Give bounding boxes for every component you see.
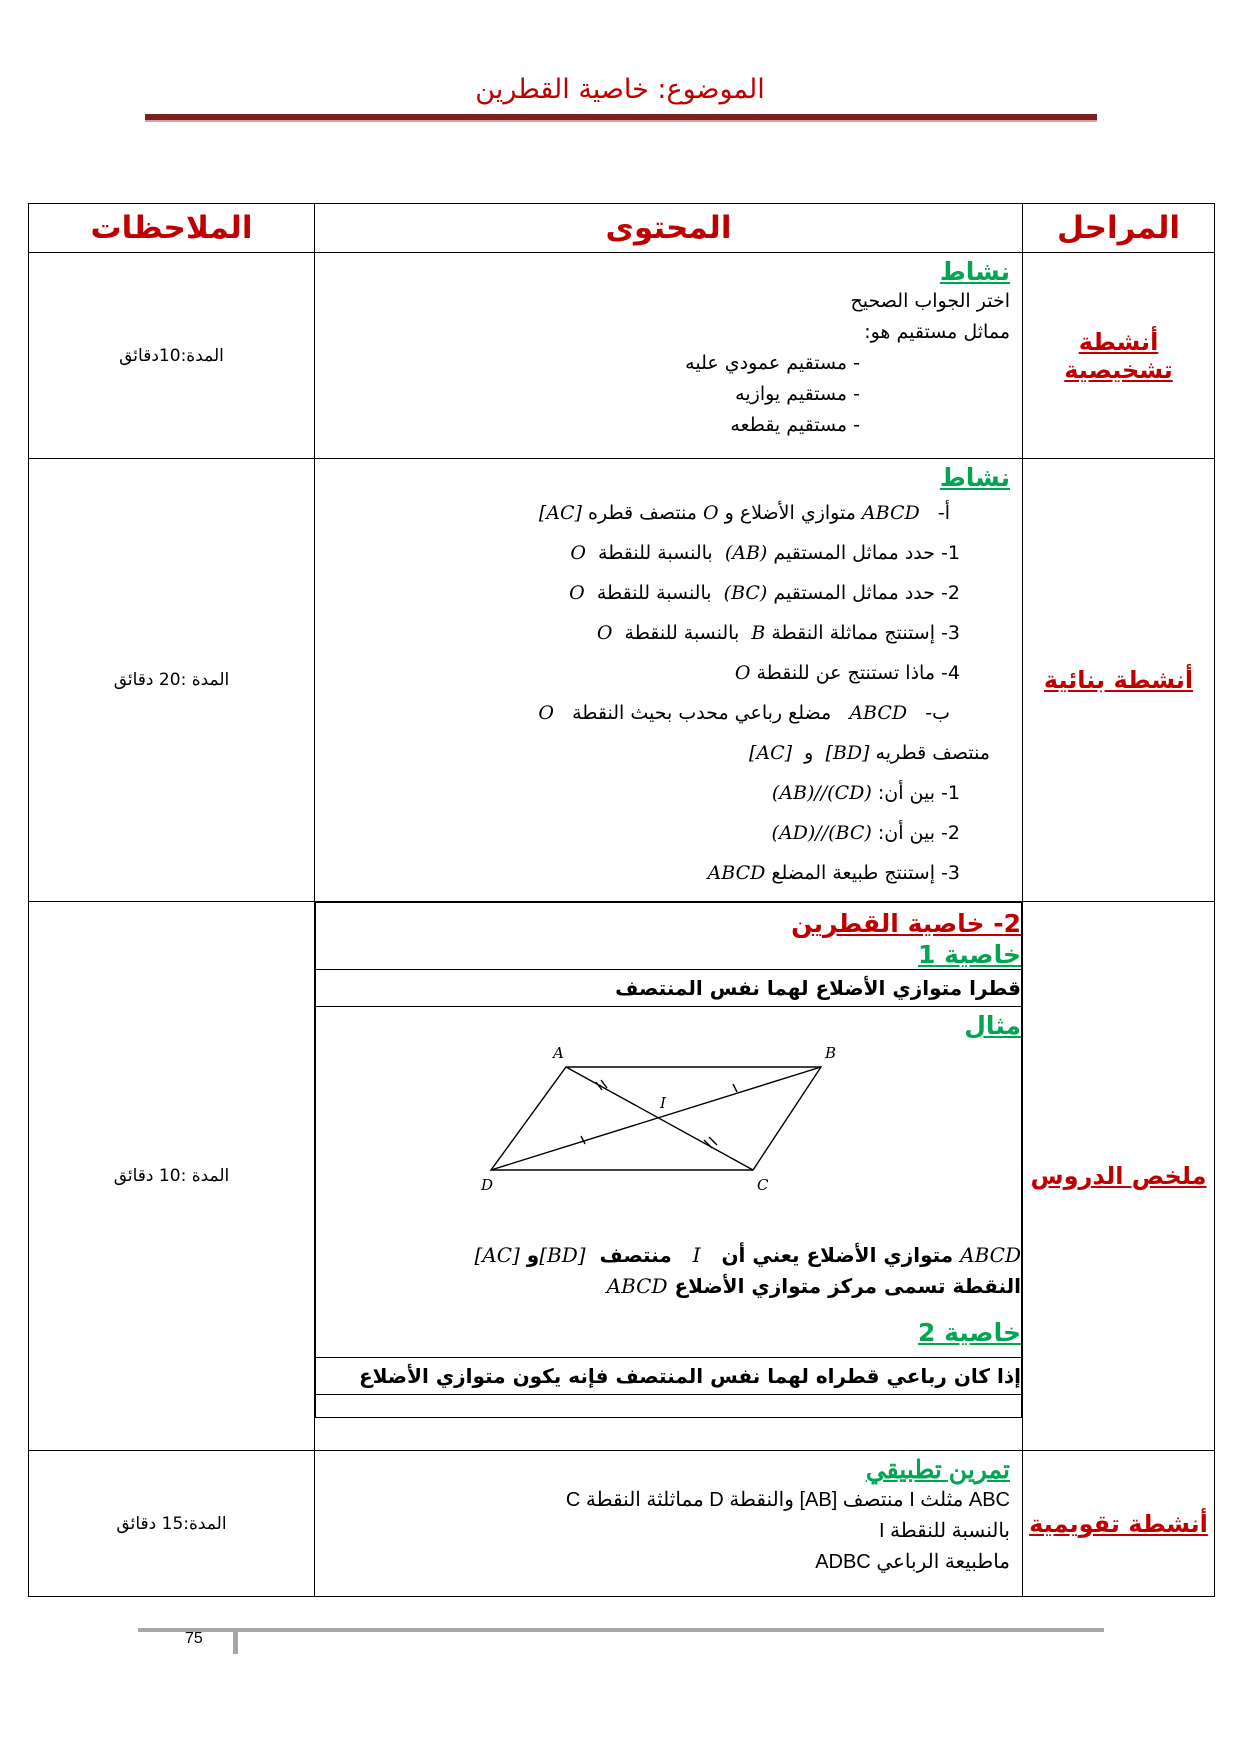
text: 1- بين أن: — [877, 782, 960, 804]
header-row — [29, 204, 1215, 253]
section-title: 2- خاصية القطرين — [791, 909, 1021, 938]
text: 4- ماذا تستنتج عن للنقطة — [756, 662, 960, 684]
math-ac: [AC] — [538, 502, 582, 524]
property-1-title: خاصية 1 — [917, 940, 1021, 969]
stage-label: أنشطة تشخيصية — [1064, 327, 1173, 384]
content-cell — [315, 459, 1023, 902]
label-i: I — [660, 1094, 666, 1112]
note-cell — [29, 253, 315, 459]
exercise-line: بالنسبة للنقطة I — [878, 1520, 1010, 1542]
content-line — [323, 853, 1010, 893]
item-prefix: أ- — [937, 502, 950, 524]
exercise-line: ماطبيعة الرباعي ADBC — [815, 1551, 1010, 1573]
table-row — [29, 459, 1215, 902]
math-expression: (AB)//(CD) — [771, 782, 872, 804]
text: 1- حدد مماثل المستقيم — [773, 542, 960, 564]
property-2-title: خاصية 2 — [917, 1318, 1021, 1347]
duration-note: المدة :20 دقائق — [113, 670, 230, 690]
content-line — [323, 533, 1010, 573]
label-a: A — [553, 1044, 564, 1062]
text: النقطة تسمى مركز متوازي الأضلاع — [674, 1274, 1021, 1298]
content-line: - مستقيم يوازيه — [735, 383, 860, 405]
diagonal-ac — [566, 1067, 753, 1170]
text: 2- بين أن: — [877, 822, 960, 844]
title-underline — [145, 114, 1097, 122]
text: متوازي الأضلاع يعني أن — [721, 1243, 954, 1267]
property-2-text: إذا كان رباعي قطراه لهما نفس المنتصف فإنه يكون متوازي الأضلاع — [358, 1364, 1021, 1388]
content-cell — [315, 1451, 1023, 1597]
example-line-2 — [316, 1271, 1021, 1302]
stage-label: أنشطة تقويمية — [1029, 1509, 1208, 1538]
text: 3- إستنتج طبيعة المضلع — [771, 862, 960, 884]
content-line — [323, 493, 1010, 533]
example-title: مثال — [964, 1011, 1021, 1040]
table-row — [29, 253, 1215, 459]
math-ac: [AC] — [474, 1243, 520, 1267]
stage-label: ملخص الدروس — [1030, 1162, 1207, 1190]
property-1-text: قطرا متوازي الأضلاع لهما نفس المنتصف — [615, 976, 1021, 1000]
header-notes: الملاحظات — [29, 204, 315, 253]
content-line — [323, 613, 1010, 653]
math-expression: (AD)//(BC) — [771, 822, 872, 844]
stage-label: أنشطة بنائية — [1043, 666, 1194, 694]
activity-heading: نشاط — [939, 257, 1010, 286]
text: و — [526, 1243, 540, 1267]
footer-bar — [233, 1628, 238, 1654]
stage-constructive — [1023, 459, 1215, 902]
content-line: - مستقيم يقطعه — [730, 414, 860, 436]
content-line — [323, 813, 1010, 853]
text: 3- إستنتج مماثلة النقطة — [771, 622, 960, 644]
math-o: O — [596, 622, 613, 644]
exercise-heading: تمرين تطبيقي — [865, 1456, 1010, 1484]
math-abcd: ABCD — [861, 502, 920, 524]
math-abcd: ABCD — [960, 1243, 1021, 1267]
activity-heading: نشاط — [939, 463, 1010, 492]
duration-note: المدة :10 دقائق — [113, 1166, 230, 1186]
duration-note: المدة:15 دقائق — [116, 1513, 227, 1534]
content-line — [323, 653, 1010, 693]
text: منتصف قطريه — [875, 742, 990, 764]
exercise-line: ABC مثلث I منتصف [AB] والنقطة D مماثلثة النقطة C — [565, 1489, 1010, 1511]
parallelogram-figure — [341, 1040, 1021, 1240]
content-line: اختر الجواب الصحيح — [850, 290, 1010, 312]
table-row — [29, 1451, 1215, 1597]
label-c: C — [757, 1176, 769, 1194]
math-o: O — [703, 502, 719, 524]
math-o: O — [569, 582, 585, 604]
label-d: D — [481, 1176, 494, 1194]
note-cell — [29, 459, 315, 902]
text: منتصف قطره — [588, 502, 697, 524]
lesson-table — [28, 203, 1215, 1597]
content-line — [323, 773, 1010, 813]
header-content: المحتوى — [315, 204, 1023, 253]
diagonal-bd — [491, 1067, 821, 1170]
stage-diagnostic — [1023, 253, 1215, 459]
example-line-1 — [316, 1240, 1021, 1271]
table-row — [29, 902, 1215, 1451]
content-line — [323, 693, 1010, 733]
note-cell — [29, 1451, 315, 1597]
math-bc: (BC) — [723, 582, 768, 604]
content-line — [323, 733, 1010, 773]
text: 2- حدد مماثل المستقيم — [773, 582, 960, 604]
math-o: O — [734, 662, 751, 684]
content-line — [323, 573, 1010, 613]
duration-note: المدة:10دقائق — [119, 345, 224, 366]
math-ac: [AC] — [748, 742, 793, 764]
page-number: 75 — [185, 1630, 203, 1647]
math-o: O — [538, 702, 554, 724]
math-abcd: ABCD — [849, 702, 908, 724]
label-b: B — [825, 1044, 837, 1062]
math-bd: [BD] — [539, 1243, 586, 1267]
content-line: - مستقيم عمودي عليه — [685, 352, 860, 374]
text: مضلع رباعي محدب بحيث النقطة — [572, 702, 832, 724]
stage-evaluation — [1023, 1451, 1215, 1597]
note-cell — [29, 902, 315, 1451]
math-abcd: ABCD — [606, 1274, 668, 1298]
math-bd: [BD] — [825, 742, 870, 764]
text: منتصف — [599, 1243, 672, 1267]
math-o: O — [570, 542, 586, 564]
equal-marks — [581, 1080, 737, 1148]
content-cell — [315, 253, 1023, 459]
item-prefix: ب- — [925, 702, 950, 724]
text: و — [804, 742, 814, 764]
summary-inner-table — [315, 902, 1022, 1418]
stage-summary — [1023, 902, 1215, 1451]
math-i: I — [692, 1243, 701, 1267]
math-b: B — [751, 622, 766, 644]
footer-rule — [138, 1628, 1104, 1632]
math-ab: (AB) — [724, 542, 768, 564]
header-stages: المراحل — [1023, 204, 1215, 253]
text: بالنسبة للنقطة — [598, 542, 713, 564]
text: بالنسبة للنقطة — [624, 622, 740, 644]
content-line: مماثل مستقيم هو: — [864, 321, 1010, 343]
text: بالنسبة للنقطة — [596, 582, 712, 604]
content-cell — [315, 902, 1023, 1451]
math-abcd: ABCD — [707, 862, 766, 884]
page-title: الموضوع: خاصية القطرين — [475, 74, 765, 105]
text: متوازي الأضلاع و — [724, 502, 856, 524]
